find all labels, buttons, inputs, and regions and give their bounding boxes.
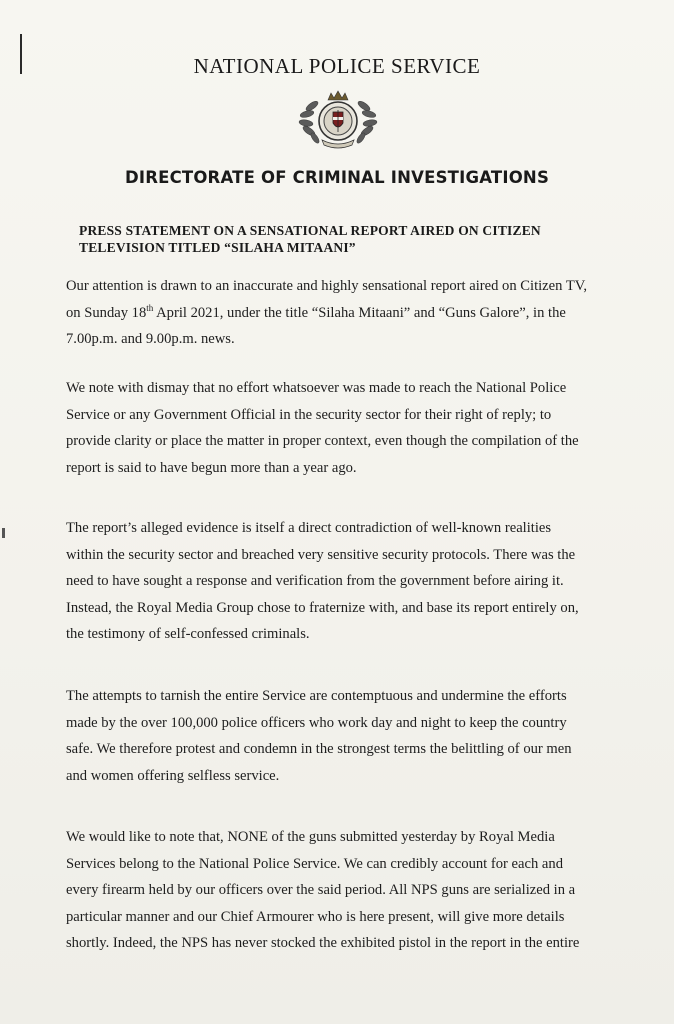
paragraph-5 [66,824,612,957]
paragraph-line: need to have sought a response and verification from the government before airing it. [66,573,564,589]
paragraph-line: We note with dismay that no effort whatsoever was made to reach the National Police [66,380,567,396]
paragraph-line: provide clarity or place the matter in proper context, even though the compilation of the [66,433,579,449]
paragraph-line: We would like to note that, NONE of the guns submitted yesterday by Royal Media [66,829,555,845]
paragraph-line: Services belong to the National Police Service. We can credibly account for each and [66,855,563,872]
paragraph-line: every firearm held by our officers over the said period. All NPS guns are serialized in a [66,882,576,898]
agency-heading: NATIONAL POLICE SERVICE [193,54,481,78]
paragraph-3 [66,515,612,648]
paragraph-line: the testimony of self-confessed criminals. [66,626,310,642]
title-line-2: TELEVISION TITLED “SILAHA MITAANI” [79,240,356,255]
date-ordinal: th [146,302,154,313]
paragraph-line: The attempts to tarnish the entire Service are contemptuous and undermine the efforts [66,688,567,704]
paragraph-4 [66,683,612,789]
paragraph-line: report is said to have begun more than a year ago. [66,459,357,476]
paragraph-2 [66,375,612,481]
paragraph-line: made by the over 100,000 police officers who work day and night to keep the country [66,714,567,731]
paragraph-line: Our attention is drawn to an inaccurate and highly sensational report aired on Citizen TV, [66,278,588,294]
paragraph-line: safe. We therefore protest and condemn in the strongest terms the belittling of our men [66,741,572,757]
police-crest-icon [296,88,380,150]
paragraph-line: 7.00p.m. and 9.00p.m. news. [66,331,235,347]
paragraph-line: The report’s alleged evidence is itself a direct contradiction of well-known realities [66,520,552,536]
title-line-1: PRESS STATEMENT ON A SENSATIONAL REPORT AIRED ON CITIZEN [79,223,541,238]
paragraph-line-rest: April 2021, under the title “Silaha Mitaani” and “Guns Galore”, in the [153,304,566,321]
paragraph-1 [66,273,612,353]
paragraph-line: within the security sector and breached very sensitive security protocols. There was the [66,546,576,563]
paragraph-line: Instead, the Royal Media Group chose to fraternize with, and base its report entirely on, [66,599,579,616]
paragraph-line: and women offering selfless service. [66,767,280,784]
paragraph-line: particular manner and our Chief Armourer who is here present, will give more details [66,908,565,925]
directorate-heading: DIRECTORATE OF CRIMINAL INVESTIGATIONS [124,168,550,187]
paragraph-line: Service or any Government Official in the security sector for their right of reply; to [66,406,552,423]
date-text: on Sunday 18 [66,304,147,321]
paragraph-line [66,300,612,327]
margin-scan-mark [2,528,5,538]
press-statement-title [79,222,639,256]
paragraph-line: shortly. Indeed, the NPS has never stocked the exhibited pistol in the report in the entire [66,935,580,951]
